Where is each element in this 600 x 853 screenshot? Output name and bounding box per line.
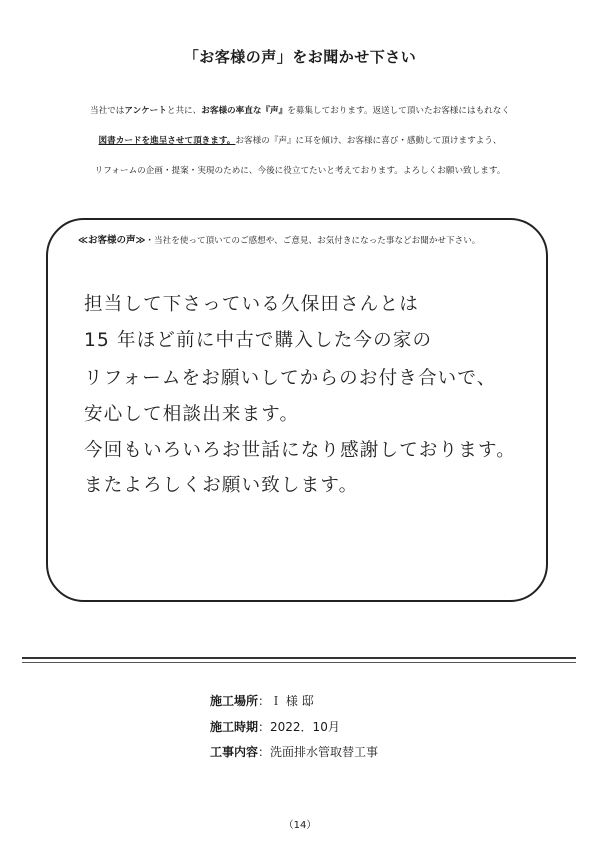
intro-line-1	[0, 104, 600, 116]
intro-text: を募集しております。返送して頂いたお客様にはもれなく	[287, 106, 510, 116]
intro-text: 当社では	[90, 106, 125, 116]
handwritten-line: 安心して相談出来ます。	[84, 404, 300, 425]
gift-card-note: 図書カードを進呈させて頂きます。	[98, 136, 236, 146]
divider	[22, 657, 576, 659]
intro-emphasis: アンケート	[124, 106, 167, 116]
handwritten-line: リフォームをお願いしてからのお付き合いで、	[84, 368, 497, 389]
intro-line-2	[0, 134, 600, 146]
voice-header-note: ・当社を使って頂いてのご感想や、ご意見、お気付きになった事などお聞かせ下さい。	[145, 236, 481, 246]
construction-period-label: 施工時期	[210, 720, 259, 734]
intro-emphasis: お客様の率直な『声』	[201, 106, 288, 116]
page-number: （14）	[283, 820, 317, 831]
work-content	[210, 743, 378, 760]
intro-text: お客様の『声』に耳を傾け、お客様に喜び・感動して頂けますよう、	[235, 136, 502, 146]
construction-site	[210, 692, 314, 709]
construction-site-label: 施工場所	[210, 694, 259, 708]
handwritten-line: 担当して下さっている久保田さんとは	[84, 294, 419, 315]
handwritten-line: 15 年ほど前に中古で購入した今の家の	[84, 330, 433, 351]
divider	[22, 662, 576, 663]
voice-header-label: ≪お客様の声≫	[78, 235, 146, 246]
handwritten-line: 今回もいろいろお世話になり感謝しております。	[84, 440, 516, 461]
intro-line-3: リフォームの企画・提案・実現のために、今後に役立てたいと考えております。よろしくお願い致します。	[94, 166, 506, 176]
construction-site-value: ：Ｉ 様 邸	[258, 694, 314, 708]
intro-text: と共に、	[166, 106, 202, 116]
handwritten-line: またよろしくお願い致します。	[84, 475, 359, 496]
work-content-label: 工事内容	[210, 745, 259, 759]
construction-period-value: ：2022．10月	[258, 720, 340, 734]
voice-header	[78, 232, 480, 246]
construction-period	[210, 718, 340, 735]
page-title: 「お客様の声」をお聞かせ下さい	[183, 48, 417, 66]
work-content-value: ：洗面排水管取替工事	[258, 745, 379, 759]
